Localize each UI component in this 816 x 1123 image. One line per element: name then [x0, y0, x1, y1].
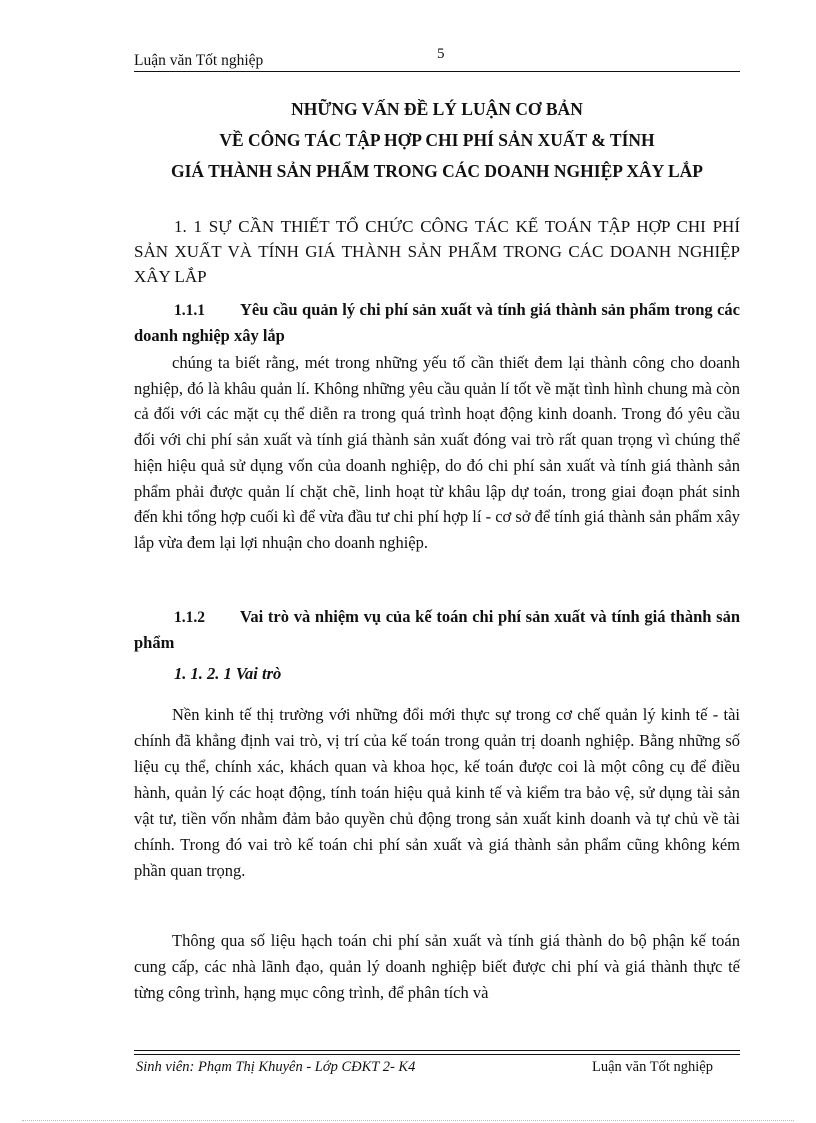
page-header — [134, 44, 740, 74]
subheading-number: 1.1.2 — [174, 609, 205, 626]
chapter-title-line-2: VỀ CÔNG TÁC TẬP HỢP CHI PHÍ SẢN XUẤT & TÍNH — [219, 130, 655, 150]
footer-doc-title: Luận văn Tốt nghiệp — [592, 1059, 713, 1075]
chapter-title-line-3: GIÁ THÀNH SẢN PHẨM TRONG CÁC DOANH NGHIỆP XÂY LẮP — [171, 161, 703, 181]
subheading-1-1-1 — [134, 297, 740, 348]
subsubheading-vai-tro: 1. 1. 2. 1 Vai trò — [174, 664, 282, 683]
header-rule — [134, 71, 740, 72]
section-heading-1-1 — [134, 214, 740, 289]
paragraph-text: Thông qua số liệu hạch toán chi phí sản xuất và tính giá thành do bộ phận kế toán cung cấp, các nhà lãnh đạo, quản lý doanh nghiệp biết được chi phí và giá thành thực tế từng công trình, hạng mục công trình, để phân tích và — [134, 931, 740, 1002]
paragraph-cost-data — [134, 928, 740, 1006]
footer-student-info: Sinh viên: Phạm Thị Khuyên - Lớp CĐKT 2- K4 — [136, 1059, 416, 1075]
subheading-text: Vai trò và nhiệm vụ của kế toán chi phí sản xuất và tính giá thành sản phẩm — [134, 607, 740, 652]
subheading-text: Yêu cầu quản lý chi phí sản xuất và tính giá thành sản phẩm trong các doanh nghiệp xây lắp — [134, 300, 740, 345]
header-title: Luận văn Tốt nghiệp — [134, 52, 264, 69]
paragraph-text: chúng ta biết rằng, mét trong những yếu tố cần thiết đem lại thành công cho doanh nghiệp, đó là khâu quản lí. Không những yêu cầu quản lí tốt về mặt tình hình chung mà còn cả đối với các mặt cụ thể diễn ra trong quá trình hoạt động kinh doanh. Trong đó yêu cầu đối với chi phí sản xuất và tính giá thành sản xuất đóng vai trò rất quan trọng vì chúng thể hiện hiệu quả sử dụng vốn của doanh nghiệp, do đó chi phí sản xuất và tính giá thành sản phẩm phải được quản lí chặt chẽ, linh hoạt từ khâu lập dự toán, trong giai đoạn phát sinh đến khi tổng hợp cuối kì để vừa đầu tư chi phí hợp lí - cơ sở để tính giá thành sản phẩm xây lắp vừa đem lại lợi nhuận cho doanh nghiệp. — [134, 353, 740, 552]
page-edge-rule — [22, 1120, 794, 1121]
footer-rule-bottom — [134, 1054, 740, 1055]
chapter-title-line-1: NHỮNG VẤN ĐỀ LÝ LUẬN CƠ BẢN — [291, 99, 583, 119]
subheading-number: 1.1.1 — [174, 302, 205, 319]
paragraph-text: Nền kinh tế thị trường với những đổi mới thực sự trong cơ chế quản lý kinh tế - tài chính đã khẳng định vai trò, vị trí của kế toán trong quản trị doanh nghiệp. Bằng những số liệu cụ thể, chính xác, khách quan và khoa học, kế toán được coi là một công cụ để điều hành, quản lý các hoạt động, tính toán hiệu quả kinh tế và kiểm tra bảo vệ, sử dụng tài sản vật tư, tiền vốn nhằm đảm bảo quyền chủ động trong sản xuất kinh doanh và tự chủ về tài chính. Trong đó vai trò kế toán chi phí sản xuất và giá thành sản phẩm cũng không kém phần quan trọng. — [134, 705, 740, 880]
paragraph-management-requirements — [134, 350, 740, 556]
footer-rule-top — [134, 1050, 740, 1051]
page-number: 5 — [437, 46, 445, 62]
paragraph-role — [134, 702, 740, 884]
subheading-1-1-2 — [134, 604, 740, 655]
section-heading-text: 1. 1 SỰ CẦN THIẾT TỔ CHỨC CÔNG TÁC KẾ TOÁN TẬP HỢP CHI PHÍ SẢN XUẤT VÀ TÍNH GIÁ THÀNH SẢN PHẨM TRONG CÁC DOANH NGHIỆP XÂY LẮP — [134, 217, 740, 286]
